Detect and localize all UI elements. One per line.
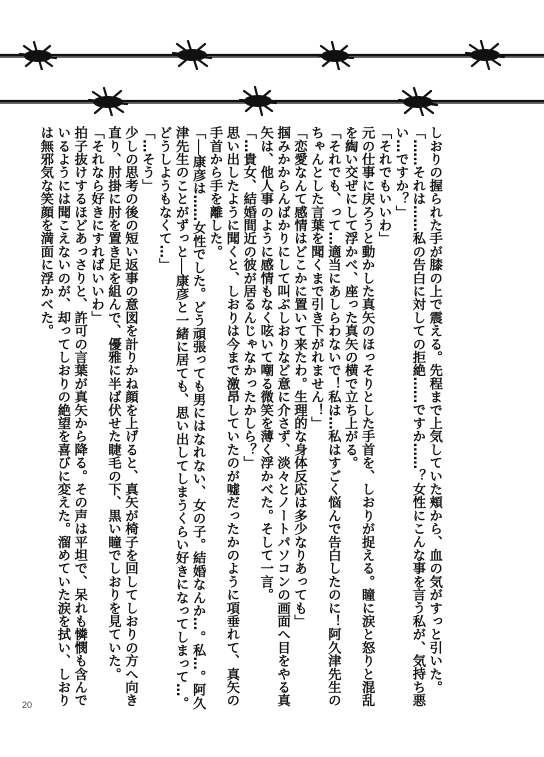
paragraph: 「それなら好きにすればいいわ」 bbox=[88, 126, 104, 324]
barb-knot-7 bbox=[399, 88, 437, 116]
barb-knot-2 bbox=[173, 41, 211, 69]
vertical-body-text bbox=[36, 126, 442, 716]
barb-knot-4 bbox=[466, 41, 504, 69]
paragraph: 「それでもいいわ」 bbox=[376, 126, 392, 245]
barb-knot-6 bbox=[240, 87, 276, 115]
barbed-wire-bottom bbox=[0, 86, 544, 116]
page-number: 20 bbox=[22, 700, 33, 710]
barb-knot-5 bbox=[89, 88, 127, 116]
paragraph: 「──康彦は……女性でした。どう頑張っても男にはなれない、女の子。結婚なんか…。私…。阿久津先生のことがずっと──康彦と一緒に居ても、思い出してしまうくらい好きになってしまって…。どうしようもなくて…」 bbox=[156, 126, 206, 710]
paragraph: 「それでも、って…適当にあしらわないで！私は…私はすごく悩んで告白したのに！阿久津先生のちゃんとした言葉を聞くまで引き下がれません！」 bbox=[308, 126, 341, 707]
paragraph: 「…そう」 bbox=[139, 126, 155, 192]
paragraph: 少しの思考の後の短い返事の意図を計りかね顔を上げると、真矢が椅子を回してしおりの方へ向き直り、肘掛に肘を置き足を組んで、優雅に半ば伏せた睫毛の下、黒い瞳でしおりを見ていた。 bbox=[105, 126, 138, 707]
barbed-wire-top bbox=[0, 40, 544, 70]
paragraph: 掴みかからんばかりにして叫ぶしおりなど意に介さず、淡々とノートパソコンの画面へ目をやる真矢は、他人事のように感情もなく呟いて嘲る微笑を薄く浮かべた。そして一言。 bbox=[257, 126, 290, 707]
paragraph: 元の仕事に戻ろうと動かした真矢のほっそりとした手首を、しおりが捉える。瞳に涙と怒りと混乱を綯い交ぜにして浮かべ、座った真矢の横で立ち上がる。 bbox=[342, 126, 375, 707]
paragraph: 「…貴女、結婚間近の彼が居るんじゃなかったかしら？」 bbox=[240, 126, 256, 470]
paragraph: 「……それは……私の告白に対しての拒絶……ですか……？女性にこんな事を言う私が、気持ち悪い…ですか？」 bbox=[392, 126, 425, 707]
paragraph: しおりの握られた手が膝の上で震える。先程まで上気していた頬から、血の気がすっと引いた。 bbox=[426, 126, 442, 694]
body-text-area bbox=[36, 126, 506, 716]
paragraph: 思い出したように聞くと、しおりは今まで激昂していたのが嘘だったかのように項垂れて、真矢の手首から手を離した。 bbox=[206, 126, 239, 707]
paragraph: 拍子抜けするほどあっさりと、許可の言葉が真矢から降る。その声は平坦で、呆れも憐憫も含んでいるようには聞こえないのが、却ってしおりの絶望を喜びに変えた。溜めていた涙を拭い、しおりは無邪気な笑顔を満面に浮かべた。 bbox=[37, 126, 87, 707]
paragraph: 「恋愛なんて感情はどこかに置いて来たわ。生理的な身体反応は多少なりあっても」 bbox=[291, 126, 307, 628]
barb-knot-1 bbox=[20, 42, 56, 70]
barb-knot-3 bbox=[317, 42, 353, 70]
